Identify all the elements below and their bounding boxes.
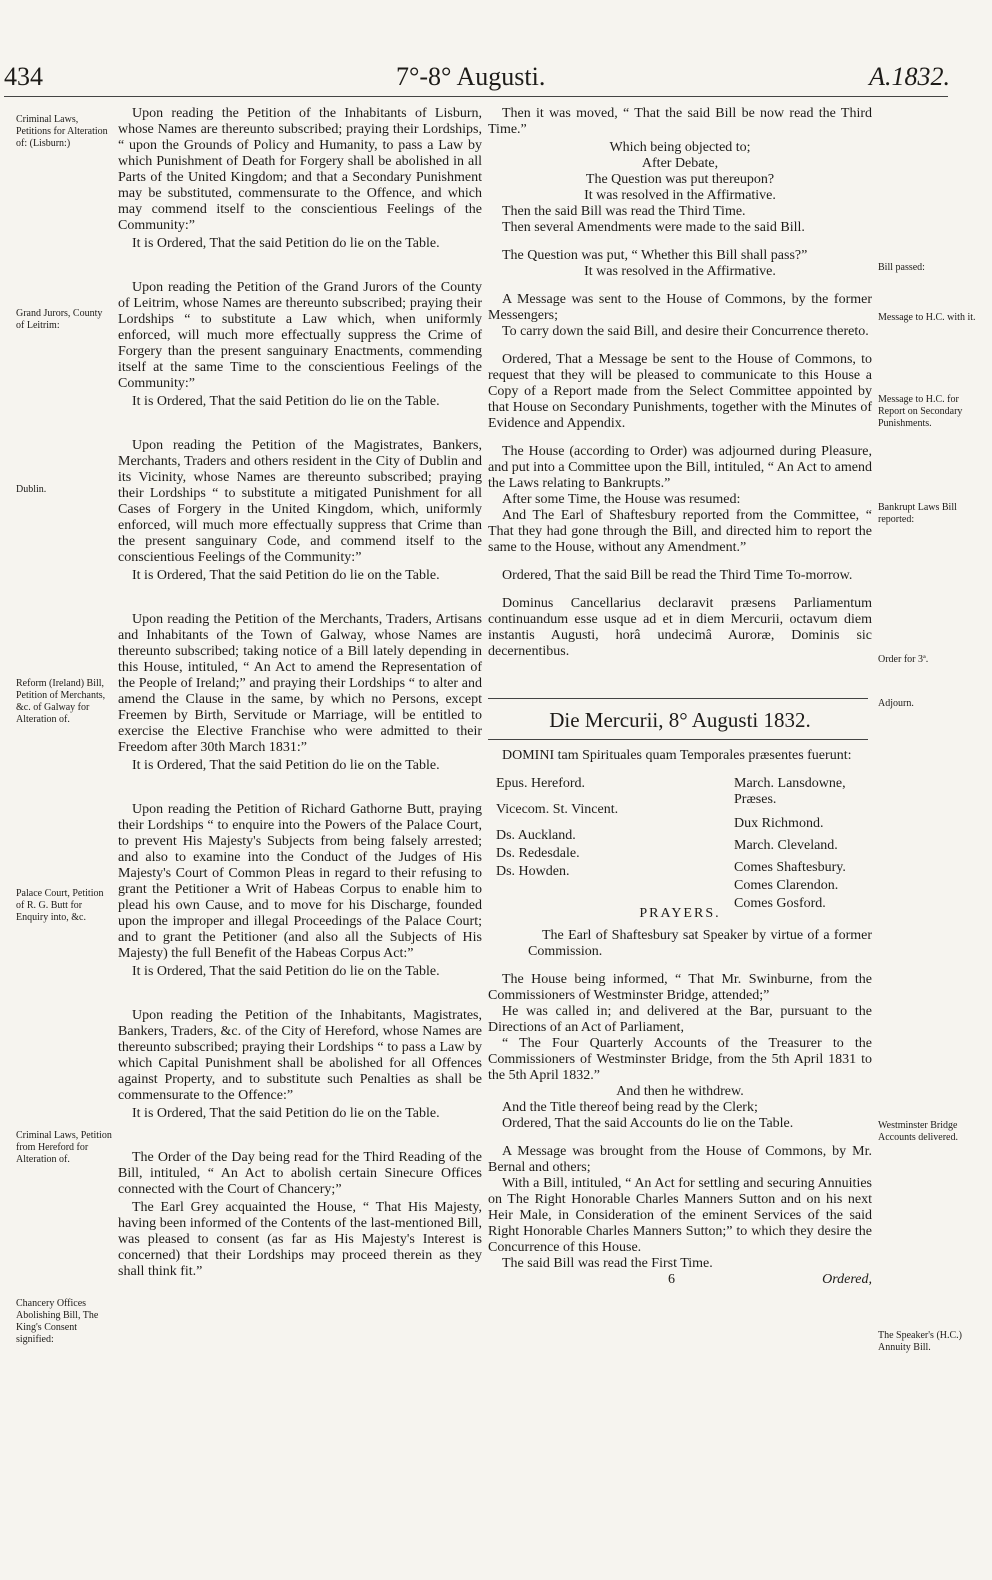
paragraph: The Order of the Day being read for the Third Reading of the Bill, intituled, “ An Act to abolish certain Sinecure Offices connected with the Court of Chancery;”: [118, 1150, 482, 1197]
paragraph: And then he withdrew.: [616, 1084, 744, 1099]
attendance-heading: DOMINI tam Spirituales quam Temporales præsentes fuerunt:: [502, 748, 852, 763]
member: Ds. Auckland.: [496, 828, 576, 843]
margin-note: Order for 3ª.: [878, 654, 929, 665]
paragraph: Dominus Cancellarius declaravit præsens Parliamentum continuandum esse usque ad et in diem Mercurii, octavum diem instantis Augusti, horâ undecimâ Auroræ, Dominis sic decernentibus.: [488, 596, 872, 659]
paragraph: Ordered, That a Message be sent to the House of Commons, to request that they will be pleased to communicate to this House a Copy of a Report made from the Select Committee appointed by that House on Secondary Punishments, together with the Minutes of Evidence and Appendix.: [488, 352, 872, 431]
margin-note: Bankrupt Laws Bill reported:: [878, 502, 957, 525]
paragraph: The House being informed, “ That Mr. Swinburne, from the Commissioners of Westminster Bridge, attended;”: [488, 972, 872, 1003]
member: Ds. Redesdale.: [496, 846, 580, 861]
section-rule: [488, 698, 868, 699]
paragraph: “ The Four Quarterly Accounts of the Treasurer to the Commissioners of Westminster Bridge, from the 5th April 1831 to the 5th April 1832.”: [488, 1036, 872, 1083]
paragraph: Upon reading the Petition of the Inhabitants, Magistrates, Bankers, Traders, &c. of the City of Hereford, whose Names are thereunto subscribed; praying their Lordships “ to pass a Law by which Capital Punishment shall be abolished for all Offences against Property, and to substitute such Penalties as shall be commensurate to the Offence:”: [118, 1008, 482, 1103]
running-year: A.1832.: [869, 62, 950, 91]
margin-note: The Speaker's (H.C.) Annuity Bill.: [878, 1330, 962, 1353]
right-column: [488, 106, 872, 1288]
paragraph: Upon reading the Petition of the Inhabitants of Lisburn, whose Names are thereunto subscribed; praying their Lordships, “ upon the Grounds of Policy and Humanity, to pass a Law by which Punishment of Death for Forgery shall be abolished in all Parts of the United Kingdom; and that a Secondary Punishment may be substituted, commensurate to the Offence, and which may commend itself to the conscientious Feelings of the Community:”: [118, 106, 482, 233]
paragraph: The Question was put, “ Whether this Bill shall pass?”: [502, 248, 808, 263]
header-rule: [4, 96, 948, 97]
member: Ds. Howden.: [496, 864, 570, 879]
paragraph: The Earl Grey acquainted the House, “ That His Majesty, having been informed of the Contents of the last-mentioned Bill, was pleased to consent (as far as His Majesty's Interest is concerned) that their Lordships may proceed therein as they shall think fit.”: [118, 1200, 482, 1279]
margin-note: Palace Court, Petition of R. G. Butt for Enquiry into, &c.: [16, 888, 104, 923]
paragraph: Upon reading the Petition of the Grand Jurors of the County of Leitrim, whose Names are thereunto subscribed; praying their Lordships “ to substitute a Law which, when uniformly enforced, will much more effectually suppress the Crime of Forgery than the present sanguinary Enactments, commending itself at the same Time to the conscientious Feelings of the Community:”: [118, 280, 482, 391]
page-number: 434: [4, 62, 43, 91]
paragraph: The said Bill was read the First Time.: [502, 1256, 713, 1271]
paragraph: It is Ordered, That the said Petition do lie on the Table.: [132, 964, 440, 979]
member: Comes Clarendon.: [734, 878, 839, 893]
margin-note: Criminal Laws, Petitions for Alteration of: (Lisburn:): [16, 114, 108, 149]
paragraph: Upon reading the Petition of the Merchants, Traders, Artisans and Inhabitants of the Town of Galway, whose Names are thereunto subscribed; taking notice of a Bill lately depending in this House, intituled, “ An Act to amend the Representation of the People of Ireland;” and praying their Lordships “ to alter and amend the Clause in the same, by which no Persons, except Freemen by Birth, Servitude or Marriage, will be entitled to exercise the Elective Franchise who were admitted to their Freedom after 30th March 1831:”: [118, 612, 482, 755]
paragraph: The House (according to Order) was adjourned during Pleasure, and put into a Committee upon the Bill, intituled, “ An Act to amend the Laws relating to Bankrupts.”: [488, 444, 872, 491]
paragraph: It was resolved in the Affirmative.: [584, 188, 776, 203]
paragraph: And the Title thereof being read by the Clerk;: [502, 1100, 758, 1115]
paragraph: The Question was put thereupon?: [585, 172, 775, 187]
left-column: [118, 106, 482, 1282]
margin-note: Criminal Laws, Petition from Hereford for Alteration of.: [16, 1130, 112, 1165]
margin-note: Adjourn.: [878, 698, 914, 709]
member: March. Lansdowne, Præses.: [734, 776, 846, 807]
paragraph: He was called in; and delivered at the Bar, pursuant to the Directions of an Act of Parliament,: [488, 1004, 872, 1035]
paragraph: It is Ordered, That the said Petition do lie on the Table.: [132, 236, 440, 251]
margin-note: Chancery Offices Abolishing Bill, The King's Consent signified:: [16, 1298, 99, 1345]
section-rule: [488, 739, 868, 740]
margin-note: Dublin.: [16, 484, 47, 495]
paragraph: Then the said Bill was read the Third Time.: [502, 204, 746, 219]
paragraph: After some Time, the House was resumed:: [502, 492, 741, 507]
paragraph: With a Bill, intituled, “ An Act for settling and securing Annuities on The Right Honorable Charles Manners Sutton and on his next Heir Male, in Consideration of the eminent Services of the said Right Honorable Charles Manners Sutton;” to which they desire the Concurrence of this House.: [488, 1176, 872, 1255]
member: March. Cleveland.: [734, 838, 838, 853]
paragraph: Then several Amendments were made to the said Bill.: [502, 220, 805, 235]
member: Comes Shaftesbury.: [734, 860, 846, 875]
paragraph: After Debate,: [641, 156, 719, 171]
running-date: 7°-8° Augusti.: [396, 62, 546, 91]
paragraph: Which being objected to;: [609, 140, 751, 155]
signature-mark: 6: [668, 1272, 675, 1287]
margin-note: Bill passed:: [878, 262, 925, 273]
attendance-list: [488, 776, 872, 911]
member: Vicecom. St. Vincent.: [496, 802, 619, 817]
paragraph: A Message was brought from the House of Commons, by Mr. Bernal and others;: [488, 1144, 872, 1175]
paragraph: It was resolved in the Affirmative.: [584, 264, 776, 279]
catchword: Ordered,: [822, 1272, 872, 1287]
paragraph: And The Earl of Shaftesbury reported from the Committee, “ That they had gone through the Bill, and directed him to report the same to the House, without any Amendment.”: [488, 508, 872, 555]
section-title: Die Mercurii, 8° Augusti 1832.: [549, 708, 811, 732]
paragraph: Upon reading the Petition of the Magistrates, Bankers, Merchants, Traders and others resident in the City of Dublin and its Vicinity, whose Names are thereunto subscribed; praying their Lordships “ to substitute a mitigated Punishment for all Cases of Forgery in the United Kingdom, which, uniformly enforced, will much more effectually suppress that Crime than the present sanguinary Code, and commend itself to the conscientious Feelings of the Community:”: [118, 438, 482, 565]
paragraph: Ordered, That the said Accounts do lie on the Table.: [502, 1116, 794, 1131]
member: Dux Richmond.: [734, 816, 824, 831]
paragraph: It is Ordered, That the said Petition do lie on the Table.: [132, 568, 440, 583]
paragraph: The Earl of Shaftesbury sat Speaker by virtue of a former Commission.: [528, 928, 872, 959]
paragraph: It is Ordered, That the said Petition do lie on the Table.: [132, 758, 440, 773]
paragraph: Upon reading the Petition of Richard Gathorne Butt, praying their Lordships “ to enquire into the Powers of the Palace Court, to prevent His Majesty's Subjects from being falsely arrested; and also to examine into the Conduct of the Judges of His Majesty's Court of Common Pleas in regard to their refusing to grant the Petitioner a Writ of Habeas Corpus to enable him to plead his own Cause, and to move for his Discharge, founded upon the improper and illegal Proceedings of the Palace Court; and to grant the Petitioner (and also all the Subjects of His Majesty) the full Benefit of the Habeas Corpus Act:”: [118, 802, 482, 961]
margin-note: Message to H.C. for Report on Secondary Punishments.: [878, 394, 963, 429]
member: Comes Gosford.: [734, 896, 826, 911]
margin-note: Grand Jurors, County of Leitrim:: [16, 308, 103, 331]
paragraph: It is Ordered, That the said Petition do lie on the Table.: [132, 394, 440, 409]
prayers-heading: PRAYERS.: [639, 906, 721, 921]
margin-note: Reform (Ireland) Bill, Petition of Merchants, &c. of Galway for Alteration of.: [16, 678, 106, 725]
paragraph: To carry down the said Bill, and desire their Concurrence thereto.: [502, 324, 869, 339]
margin-note: Message to H.C. with it.: [878, 312, 976, 323]
paragraph: Ordered, That the said Bill be read the Third Time To-morrow.: [502, 568, 853, 583]
margin-note: Westminster Bridge Accounts delivered.: [878, 1120, 958, 1143]
paragraph: Then it was moved, “ That the said Bill be now read the Third Time.”: [488, 106, 872, 137]
member: Epus. Hereford.: [496, 776, 586, 791]
paragraph: It is Ordered, That the said Petition do lie on the Table.: [132, 1106, 440, 1121]
paragraph: A Message was sent to the House of Commons, by the former Messengers;: [488, 292, 872, 323]
